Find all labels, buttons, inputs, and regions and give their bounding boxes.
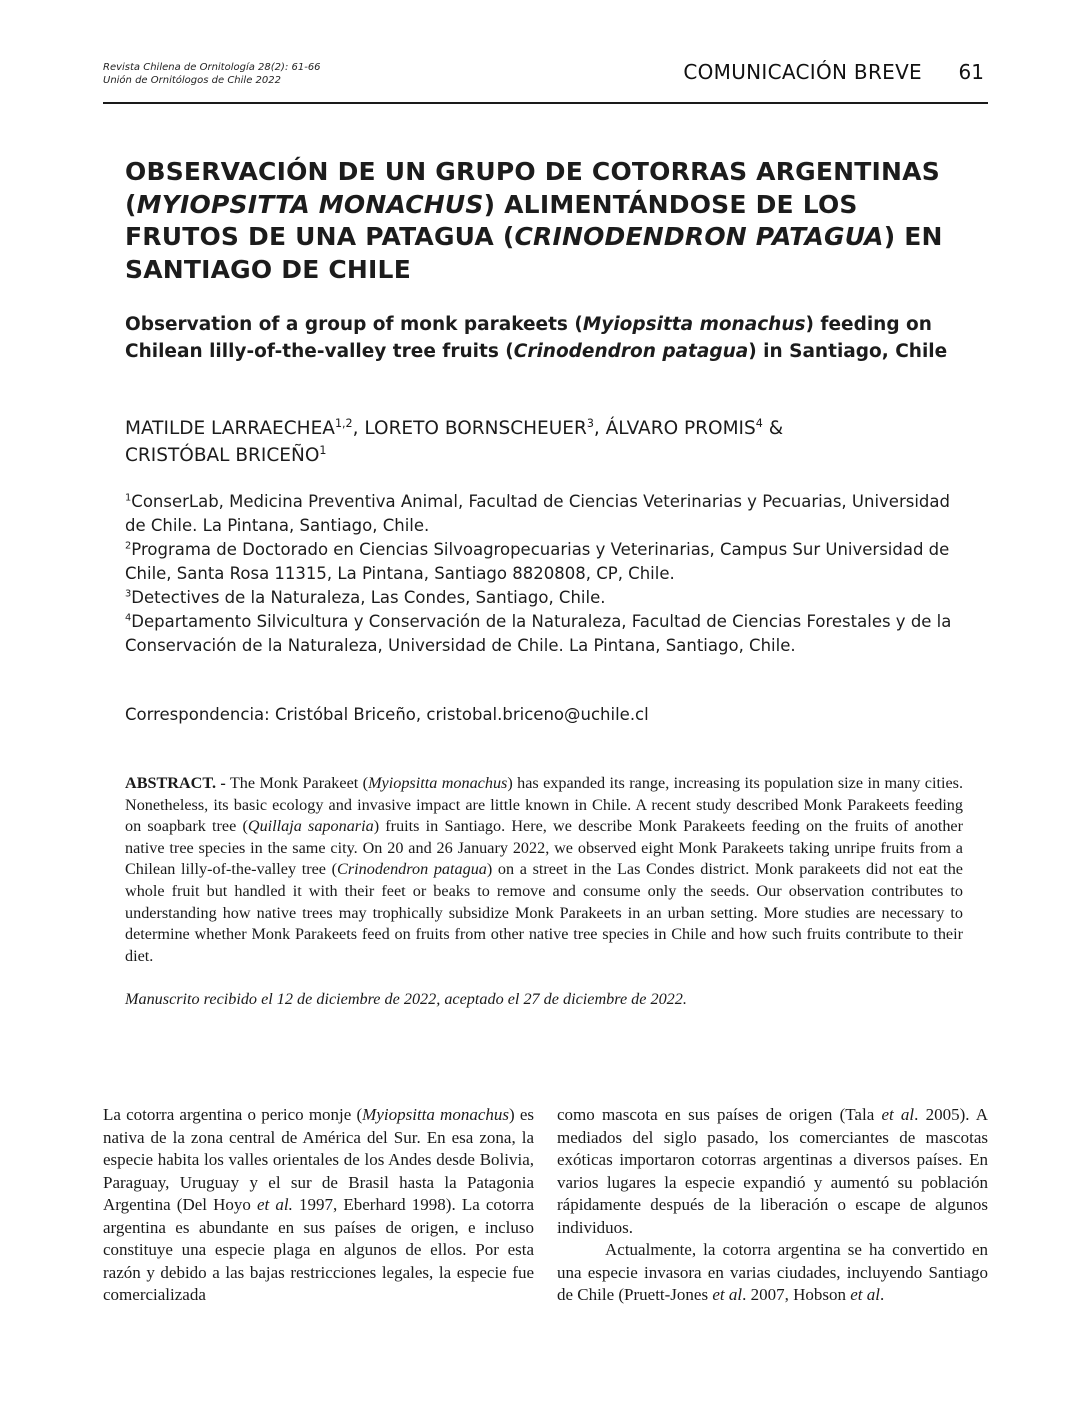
title-en-part2: ) feeding on Chilean lilly-of-the-valley tree fruits ( (125, 314, 932, 362)
affiliation-list (125, 490, 970, 658)
body-text: Actualmente, la cotorra argentina se ha convertido en una especie invasora en varias ciudades, incluyendo Santiago de Chile (Pruett-Jones (557, 1240, 988, 1304)
body-citation-etal: et al (850, 1285, 880, 1304)
author-separator: , (352, 418, 365, 439)
author-separator: & (762, 418, 784, 439)
author-name: MATILDE LARRAECHEA (125, 418, 335, 439)
affiliation-number: 1 (125, 492, 132, 504)
affiliation-item (125, 538, 970, 586)
correspondence: Correspondencia: Cristóbal Briceño, cristobal.briceno@uchile.cl (125, 705, 649, 724)
author-list (125, 415, 945, 469)
affiliation-item (125, 586, 970, 610)
abstract-text: ) fruits in Santiago. Here, we describe Monk Parakeets feeding on the fruits of another native tree species in the same city. On 20 and 26 January 2022, we observed eight Monk Parakeets taking unripe fruits from a Chilean lilly-of-the-valley tree ( (125, 817, 964, 879)
body-text: ) es nativa de la zona central de América del Sur. En esa zona, la especie habita los valles orientales de los Andes desde Bolivia, Paraguay, Uruguay y el sur de Brasil hasta la Patagonia Argentina (Del Hoyo (103, 1105, 534, 1214)
affiliation-text: Departamento Silvicultura y Conservación de la Naturaleza, Facultad de Ciencias Forestales y de la Conservación de la Naturaleza, Universidad de Chile. La Pintana, Santiago, Chile. (125, 612, 952, 655)
affiliation-text: ConserLab, Medicina Preventiva Animal, Facultad de Ciencias Veterinarias y Pecuarias, Universidad de Chile. La Pintana, Santiago, Chile. (125, 492, 950, 535)
affiliation-number: 4 (125, 612, 132, 624)
author-affiliation-ref: 4 (755, 416, 763, 430)
journal-publisher: Unión de Ornitólogos de Chile 2022 (103, 75, 281, 86)
abstract-species: Myiopsitta monachus (368, 774, 508, 792)
title-en-part1: Observation of a group of monk parakeets ( (125, 314, 583, 335)
author-affiliation-ref: 3 (586, 416, 594, 430)
journal-citation: Revista Chilena de Ornitología 28(2): 61-66 (103, 62, 321, 73)
title-english (125, 311, 970, 365)
author-name: ÁLVARO PROMIS (605, 418, 756, 439)
author-name: LORETO BORNSCHEUER (364, 418, 587, 439)
body-citation-etal: et al (712, 1285, 743, 1304)
body-species: Myiopsitta monachus (362, 1105, 509, 1124)
author-name: CRISTÓBAL BRICEÑO (125, 445, 320, 466)
author-affiliation-ref: 1 (319, 443, 327, 457)
abstract (125, 773, 963, 967)
title-es-part3: ) EN SANTIAGO DE CHILE (125, 222, 943, 284)
affiliation-number: 3 (125, 588, 132, 600)
abstract-text: The Monk Parakeet ( (225, 774, 369, 792)
body-citation-etal: et al. (257, 1195, 293, 1214)
section-label: COMUNICACIÓN BREVE (683, 60, 922, 84)
affiliation-text: Detectives de la Naturaleza, Las Condes, Santiago, Chile. (131, 588, 606, 607)
title-en-species2: Crinodendron patagua (513, 341, 749, 362)
title-en-species1: Myiopsitta monachus (582, 314, 806, 335)
abstract-text: ) on a street in the Las Condes district. Monk parakeets did not eat the whole fruit but handled it with their feet or beaks to remove and consume only the seeds. Our observation contributes to understanding how native trees may trophically subsidize Monk Parakeets in an urban setting. More studies are necessary to determine whether Monk Parakeets feed on fruits from other native tree species in Chile and how such fruits contribute to their diet. (125, 860, 963, 965)
body-text: . 2007, Hobson (742, 1285, 851, 1304)
body-citation-etal: et al (881, 1105, 915, 1124)
abstract-species: Crinodendron patagua (337, 860, 487, 879)
author-separator: , (593, 418, 606, 439)
affiliation-item (125, 610, 970, 658)
body-text: . (880, 1285, 885, 1304)
author-affiliation-ref: 1,2 (334, 416, 353, 430)
title-es-part1: OBSERVACIÓN DE UN GRUPO DE COTORRAS ARGENTINAS ( (125, 157, 940, 219)
body-paragraph (557, 1239, 988, 1307)
body-text: 1997, Eberhard 1998). La cotorra argentina es abundante en sus países de origen, e incluso constituye una especie plaga en algunos de ellos. Por esta razón y debido a las bajas restricciones legales, la especie fue comercializada (103, 1195, 535, 1304)
body-text: . 2005). A mediados del siglo pasado, los comerciantes de mascotas exóticas importaron cotorras argentinas a diversos países. En varios lugares la especie expandió y aumentó su población rápidamente después de la liberación o escape de algunos individuos. (557, 1105, 988, 1237)
body-text: como mascota en sus países de origen (Tala (557, 1105, 882, 1124)
title-es-species1: MYIOPSITTA MONACHUS (136, 189, 484, 219)
abstract-label: ABSTRACT. - (125, 774, 226, 792)
title-spanish (125, 156, 965, 286)
manuscript-dates: Manuscrito recibido el 12 de diciembre de 2022, aceptado el 27 de diciembre de 2022. (125, 990, 687, 1008)
abstract-text: ) has expanded its range, increasing its population size in many cities. Nonetheless, its basic ecology and invasive impact are little known in Chile. A recent study described Monk Parakeets feeding on soapbark tree ( (125, 774, 964, 836)
page-header (103, 58, 988, 104)
affiliation-text: Programa de Doctorado en Ciencias Silvoagropecuarias y Veterinarias, Campus Sur Universidad de Chile, Santa Rosa 11315, La Pintana, Santiago 8820808, CP, Chile. (125, 540, 950, 583)
title-es-species2: CRINODENDRON PATAGUA (514, 222, 884, 251)
body-column-left (103, 1104, 534, 1307)
title-es-part2: ) ALIMENTÁNDOSE DE LOS FRUTOS DE UNA PATAGUA ( (125, 189, 858, 251)
abstract-species: Quillaja saponaria (247, 817, 374, 836)
affiliation-number: 2 (125, 540, 132, 552)
body-column-right (557, 1104, 988, 1307)
affiliation-item (125, 490, 970, 538)
page-number: 61 (958, 60, 984, 84)
body-text: La cotorra argentina o perico monje ( (103, 1105, 363, 1124)
body-paragraph (557, 1104, 988, 1239)
title-en-part3: ) in Santiago, Chile (748, 341, 948, 362)
